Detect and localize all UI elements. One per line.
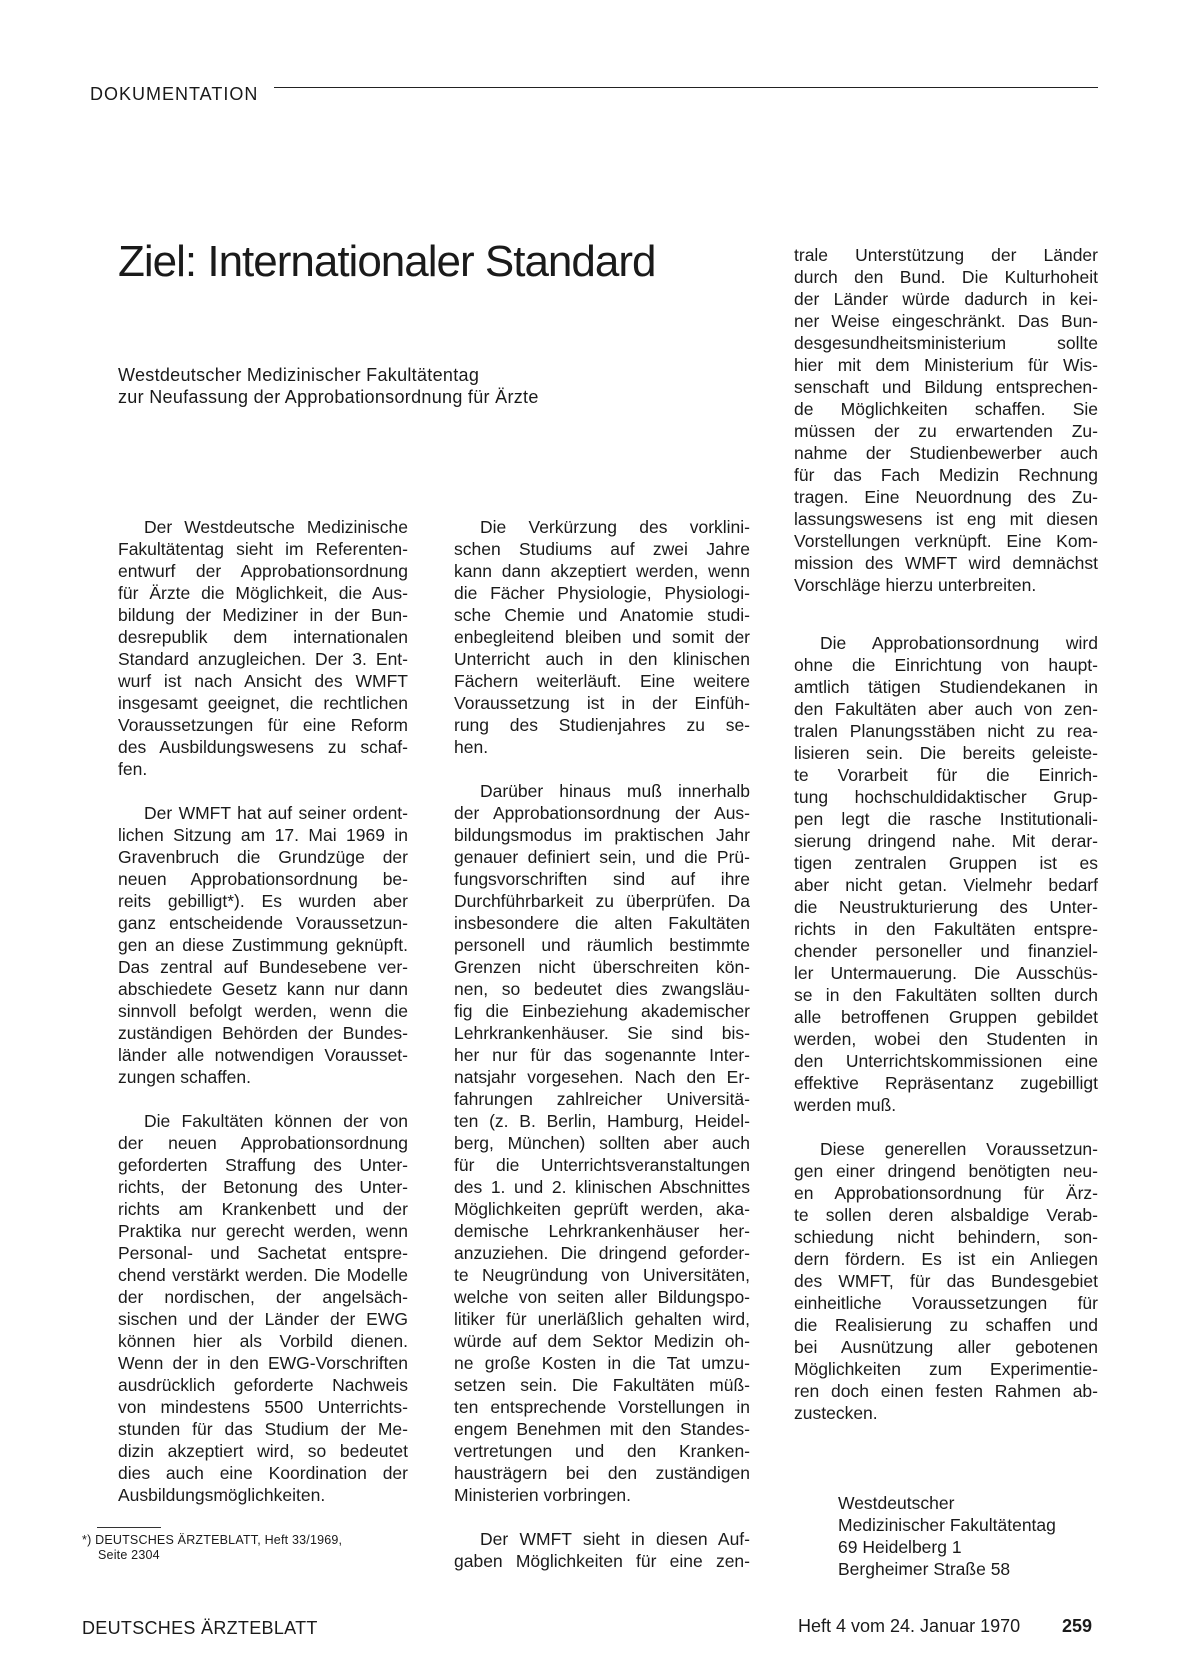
- text-line: der Länder würde dadurch in kei-: [794, 289, 1098, 309]
- text-line: Die Verkürzung des vorklini-: [480, 517, 750, 537]
- text-line: hen.: [454, 737, 489, 757]
- text-line: hausträgern bei den zuständigen: [454, 1463, 750, 1483]
- text-line: her nur für das sogenannte Inter-: [454, 1045, 750, 1065]
- text-line: lichen Sitzung am 17. Mai 1969 in: [118, 825, 408, 845]
- text-line: stunden für das Studium der Me-: [118, 1419, 408, 1439]
- text-line: müssen der zu erwartenden Zu-: [794, 421, 1098, 441]
- text-line: zungen schaffen.: [118, 1067, 251, 1087]
- text-column-1: [118, 516, 408, 1506]
- text-line: sierung dringend nahe. Mit derar-: [794, 831, 1098, 851]
- text-line: von mindestens 5500 Unterrichts-: [118, 1397, 408, 1417]
- text-line: gaben Möglichkeiten für eine zen-: [454, 1551, 750, 1571]
- text-line: die Realisierung zu schaffen und: [794, 1315, 1098, 1335]
- paragraph: [454, 1528, 750, 1572]
- text-line: ler Untermauerung. Die Ausschüs-: [794, 963, 1098, 983]
- text-line: trale Unterstützung der Länder: [794, 245, 1098, 265]
- author-signature-block: [838, 1492, 1056, 1580]
- text-line: der neuen Approbationsordnung: [118, 1133, 408, 1153]
- text-line: zustecken.: [794, 1403, 878, 1423]
- text-line: Die Approbationsordnung wird: [820, 633, 1098, 653]
- text-line: chender personeller und finanziel-: [794, 941, 1098, 961]
- text-line: mission des WMFT wird demnächst: [794, 553, 1098, 573]
- paragraph: [118, 802, 408, 1088]
- text-line: vertretungen und den Kranken-: [454, 1441, 750, 1461]
- text-line: abschiedete Gesetz kann nur dann: [118, 979, 408, 999]
- text-line: Das zentral auf Bundesebene ver-: [118, 957, 408, 977]
- text-line: chend verstärkt werden. Die Modelle: [118, 1265, 408, 1285]
- text-line: Unterricht auch in den klinischen: [454, 649, 750, 669]
- text-line: Gravenbruch die Grundzüge der: [118, 847, 408, 867]
- text-line: fen.: [118, 759, 148, 779]
- text-line: richts, der Betonung des Unter-: [118, 1177, 408, 1197]
- text-line: reits gebilligt*). Es wurden aber: [118, 891, 408, 911]
- text-line: insgesamt geeignet, die rechtlichen: [118, 693, 408, 713]
- text-line: für das Fach Medizin Rechnung: [794, 465, 1098, 485]
- text-line: werden, wobei den Studenten in: [794, 1029, 1098, 1049]
- text-line: den Fakultäten aber auch von zen-: [794, 699, 1098, 719]
- text-line: te Vorarbeit für die Einrich-: [794, 765, 1098, 785]
- text-line: lassungswesens ist eng mit diesen: [794, 509, 1098, 529]
- text-line: sche Chemie und Anatomie studi-: [454, 605, 750, 625]
- paragraph-gap: [118, 1088, 408, 1110]
- text-line: Möglichkeiten zum Experimentie-: [794, 1359, 1098, 1379]
- article-subtitle: [118, 364, 539, 408]
- paragraph: [454, 516, 750, 758]
- text-line: pen legt die rasche Institutionali-: [794, 809, 1098, 829]
- text-line: te sollen deren alsbaldige Verab-: [794, 1205, 1098, 1225]
- text-line: gen einer dringend benötigten neu-: [794, 1161, 1098, 1181]
- text-line: ohne die Einrichtung von haupt-: [794, 655, 1098, 675]
- text-line: Darüber hinaus muß innerhalb: [480, 781, 750, 801]
- text-line: insbesondere die alten Fakultäten: [454, 913, 750, 933]
- text-line: de Möglichkeiten schaffen. Sie: [794, 399, 1098, 419]
- subtitle-line: zur Neufassung der Approbationsordnung für Ärzte: [118, 387, 539, 407]
- text-line: die Fächer Physiologie, Physiologi-: [454, 583, 750, 603]
- text-line: Wenn der in den EWG-Vorschriften: [118, 1353, 408, 1373]
- text-line: Der Westdeutsche Medizinische: [144, 517, 408, 537]
- text-line: berg, München) sollten aber auch: [454, 1133, 750, 1153]
- text-line: den Unterrichtskommissionen eine: [794, 1051, 1098, 1071]
- signature-line: Bergheimer Straße 58: [838, 1559, 1011, 1579]
- text-line: ne große Kosten in die Tat umzu-: [454, 1353, 750, 1373]
- text-line: se in den Fakultäten sollten durch: [794, 985, 1098, 1005]
- text-line: lisieren sein. Die bereits geleiste-: [794, 743, 1098, 763]
- text-line: schen Studiums auf zwei Jahre: [454, 539, 750, 559]
- text-line: ren doch einen festen Rahmen ab-: [794, 1381, 1098, 1401]
- page-number: 259: [1062, 1616, 1093, 1636]
- text-line: richts in den Fakultäten entspre-: [794, 919, 1098, 939]
- text-line: welche von seiten aller Bildungspo-: [454, 1287, 750, 1307]
- text-line: für Ärzte die Möglichkeit, die Aus-: [118, 583, 408, 603]
- text-line: des WMFT, für das Bundesgebiet: [794, 1271, 1098, 1291]
- text-line: schiedung nicht behindern, son-: [794, 1227, 1098, 1247]
- paragraph: [794, 632, 1098, 1116]
- paragraph: [794, 1138, 1098, 1424]
- text-line: Vorstellungen verknüpft. Eine Kom-: [794, 531, 1098, 551]
- signature-line: Medizinischer Fakultätentag: [838, 1515, 1056, 1535]
- text-line: durch den Bund. Die Kulturhoheit: [794, 267, 1098, 287]
- text-line: Der WMFT sieht in diesen Auf-: [480, 1529, 750, 1549]
- text-line: ten (z. B. Berlin, Hamburg, Heidel-: [454, 1111, 750, 1131]
- text-line: sinnvoll befolgt werden, wenn die: [118, 1001, 408, 1021]
- signature-line: 69 Heidelberg 1: [838, 1537, 962, 1557]
- text-line: des Ausbildungswesens zu schaf-: [118, 737, 408, 757]
- text-line: tung hochschuldidaktischer Grup-: [794, 787, 1098, 807]
- footer-issue: Heft 4 vom 24. Januar 1970: [798, 1616, 1021, 1636]
- text-line: Grenzen nicht überschreiten kön-: [454, 957, 750, 977]
- text-column-3-bottom: [794, 632, 1098, 1424]
- text-line: Voraussetzung ist in der Einfüh-: [454, 693, 750, 713]
- paragraph: [118, 516, 408, 780]
- text-line: sischen und der Länder der EWG: [118, 1309, 408, 1329]
- text-line: richts am Krankenbett und der: [118, 1199, 408, 1219]
- text-line: ganz entscheidende Voraussetzun-: [118, 913, 408, 933]
- text-line: Ausbildungsmöglichkeiten.: [118, 1485, 326, 1505]
- text-line: Die Fakultäten können der von: [144, 1111, 408, 1131]
- text-line: senschaft und Bildung entsprechen-: [794, 377, 1098, 397]
- text-line: hier mit dem Ministerium für Wis-: [794, 355, 1098, 375]
- text-column-3-top: [794, 244, 1098, 596]
- text-line: bei Ausnützung aller gebotenen: [794, 1337, 1098, 1357]
- text-line: geforderten Straffung des Unter-: [118, 1155, 408, 1175]
- text-line: der Approbationsordnung der Aus-: [454, 803, 750, 823]
- text-line: bildung der Mediziner in der Bun-: [118, 605, 408, 625]
- text-line: en Approbationsordnung für Ärz-: [794, 1183, 1098, 1203]
- text-line: werden muß.: [794, 1095, 897, 1115]
- text-line: amtlich tätigen Studiendekanen in: [794, 677, 1098, 697]
- text-line: tigen zentralen Gruppen ist es: [794, 853, 1098, 873]
- section-label: DOKUMENTATION: [90, 84, 259, 104]
- text-line: aber nicht getan. Vielmehr bedarf: [794, 875, 1098, 895]
- text-line: personell und räumlich bestimmte: [454, 935, 750, 955]
- article-title: Ziel: Internationaler Standard: [118, 237, 656, 286]
- footnote-line: Seite 2304: [98, 1548, 160, 1562]
- text-line: der nordischen, der angelsäch-: [118, 1287, 408, 1307]
- text-line: te Neugründung von Universitäten,: [454, 1265, 750, 1285]
- text-line: anzuziehen. Die dringend geforder-: [454, 1243, 750, 1263]
- paragraph-gap: [118, 780, 408, 802]
- text-line: fahrungen zahlreicher Universitä-: [454, 1089, 750, 1109]
- text-line: gen an diese Zustimmung geknüpft.: [118, 935, 408, 955]
- text-line: zuständigen Behörden der Bundes-: [118, 1023, 408, 1043]
- text-line: fig die Einbeziehung akademischer: [454, 1001, 750, 1021]
- paragraph: [454, 780, 750, 1506]
- text-line: dizin akzeptiert wird, so bedeutet: [118, 1441, 408, 1461]
- text-line: Standard anzugleichen. Der 3. Ent-: [118, 649, 408, 669]
- text-line: desrepublik dem internationalen: [118, 627, 408, 647]
- text-line: würde auf dem Sektor Medizin oh-: [454, 1331, 750, 1351]
- footer-journal-name: DEUTSCHES ÄRZTEBLATT: [82, 1618, 318, 1638]
- footnote: [82, 1533, 342, 1563]
- text-line: Personal- und Sachetat entspre-: [118, 1243, 408, 1263]
- text-line: Ministerien vorbringen.: [454, 1485, 632, 1505]
- text-line: neuen Approbationsordnung be-: [118, 869, 408, 889]
- text-line: tralen Planungsstäben nicht zu rea-: [794, 721, 1098, 741]
- paragraph-gap: [794, 1116, 1098, 1138]
- text-line: engem Benehmen mit den Standes-: [454, 1419, 750, 1439]
- paragraph: [794, 244, 1098, 596]
- text-line: ner Weise eingeschränkt. Das Bun-: [794, 311, 1098, 331]
- text-line: demische Lehrkrankenhäuser her-: [454, 1221, 750, 1241]
- header-rule: [274, 87, 1098, 88]
- text-line: Vorschläge hierzu unterbreiten.: [794, 575, 1037, 595]
- text-line: Fakultätentag sieht im Referenten-: [118, 539, 408, 559]
- text-line: ten entsprechende Vorstellungen in: [454, 1397, 750, 1417]
- text-line: des 1. und 2. klinischen Abschnittes: [454, 1177, 750, 1197]
- paragraph-gap: [454, 758, 750, 780]
- text-line: effektive Repräsentanz zugebilligt: [794, 1073, 1098, 1093]
- text-column-2: [454, 516, 750, 1572]
- text-line: genauer definiert sein, und die Prü-: [454, 847, 750, 867]
- text-line: Durchführbarkeit zu überprüfen. Da: [454, 891, 750, 911]
- text-line: fungsvorschriften sind auf ihre: [454, 869, 750, 889]
- text-line: bildungsmodus im praktischen Jahr: [454, 825, 750, 845]
- text-line: enbegleitend bleiben und somit der: [454, 627, 750, 647]
- text-line: für die Unterrichtsveranstaltungen: [454, 1155, 750, 1175]
- text-line: setzen sein. Die Fakultäten müß-: [454, 1375, 750, 1395]
- footnote-line: *) DEUTSCHES ÄRZTEBLATT, Heft 33/1969,: [82, 1533, 343, 1547]
- text-line: natsjahr vorgesehen. Nach den Er-: [454, 1067, 750, 1087]
- text-line: dern fördern. Es ist ein Anliegen: [794, 1249, 1098, 1269]
- text-line: Lehrkrankenhäuser. Sie sind bis-: [454, 1023, 750, 1043]
- text-line: Möglichkeiten geprüft werden, aka-: [454, 1199, 750, 1219]
- text-line: die Neustrukturierung des Unter-: [794, 897, 1098, 917]
- text-line: nen, so bedeutet dies zwangsläu-: [454, 979, 750, 999]
- text-line: wurf ist nach Ansicht des WMFT: [118, 671, 408, 691]
- paragraph-gap: [454, 1506, 750, 1528]
- signature-line: Westdeutscher: [838, 1493, 955, 1513]
- text-line: Voraussetzungen für eine Reform: [118, 715, 408, 735]
- text-line: können hier als Vorbild dienen.: [118, 1331, 408, 1351]
- text-line: Praktika nur gerecht werden, wenn: [118, 1221, 408, 1241]
- text-line: entwurf der Approbationsordnung: [118, 561, 408, 581]
- text-line: Der WMFT hat auf seiner ordent-: [144, 803, 408, 823]
- text-line: länder alle notwendigen Vorausset-: [118, 1045, 408, 1065]
- text-line: desgesundheitsministerium sollte: [794, 333, 1098, 353]
- text-line: einheitliche Voraussetzungen für: [794, 1293, 1098, 1313]
- text-line: kann dann akzeptiert werden, wenn: [454, 561, 750, 581]
- subtitle-line: Westdeutscher Medizinischer Fakultätentag: [118, 365, 480, 385]
- text-line: nahme der Studienbewerber auch: [794, 443, 1098, 463]
- text-line: Diese generellen Voraussetzun-: [820, 1139, 1098, 1159]
- text-line: ausdrücklich geforderte Nachweis: [118, 1375, 408, 1395]
- text-line: Fächern weiterläuft. Eine weitere: [454, 671, 750, 691]
- footnote-rule: [97, 1527, 161, 1528]
- paragraph: [118, 1110, 408, 1506]
- text-line: tragen. Eine Neuordnung des Zu-: [794, 487, 1098, 507]
- text-line: rung des Studienjahres zu se-: [454, 715, 750, 735]
- text-line: litiker für unerläßlich gehalten wird,: [454, 1309, 750, 1329]
- text-line: alle betroffenen Gruppen gebildet: [794, 1007, 1098, 1027]
- text-line: dies auch eine Koordination der: [118, 1463, 408, 1483]
